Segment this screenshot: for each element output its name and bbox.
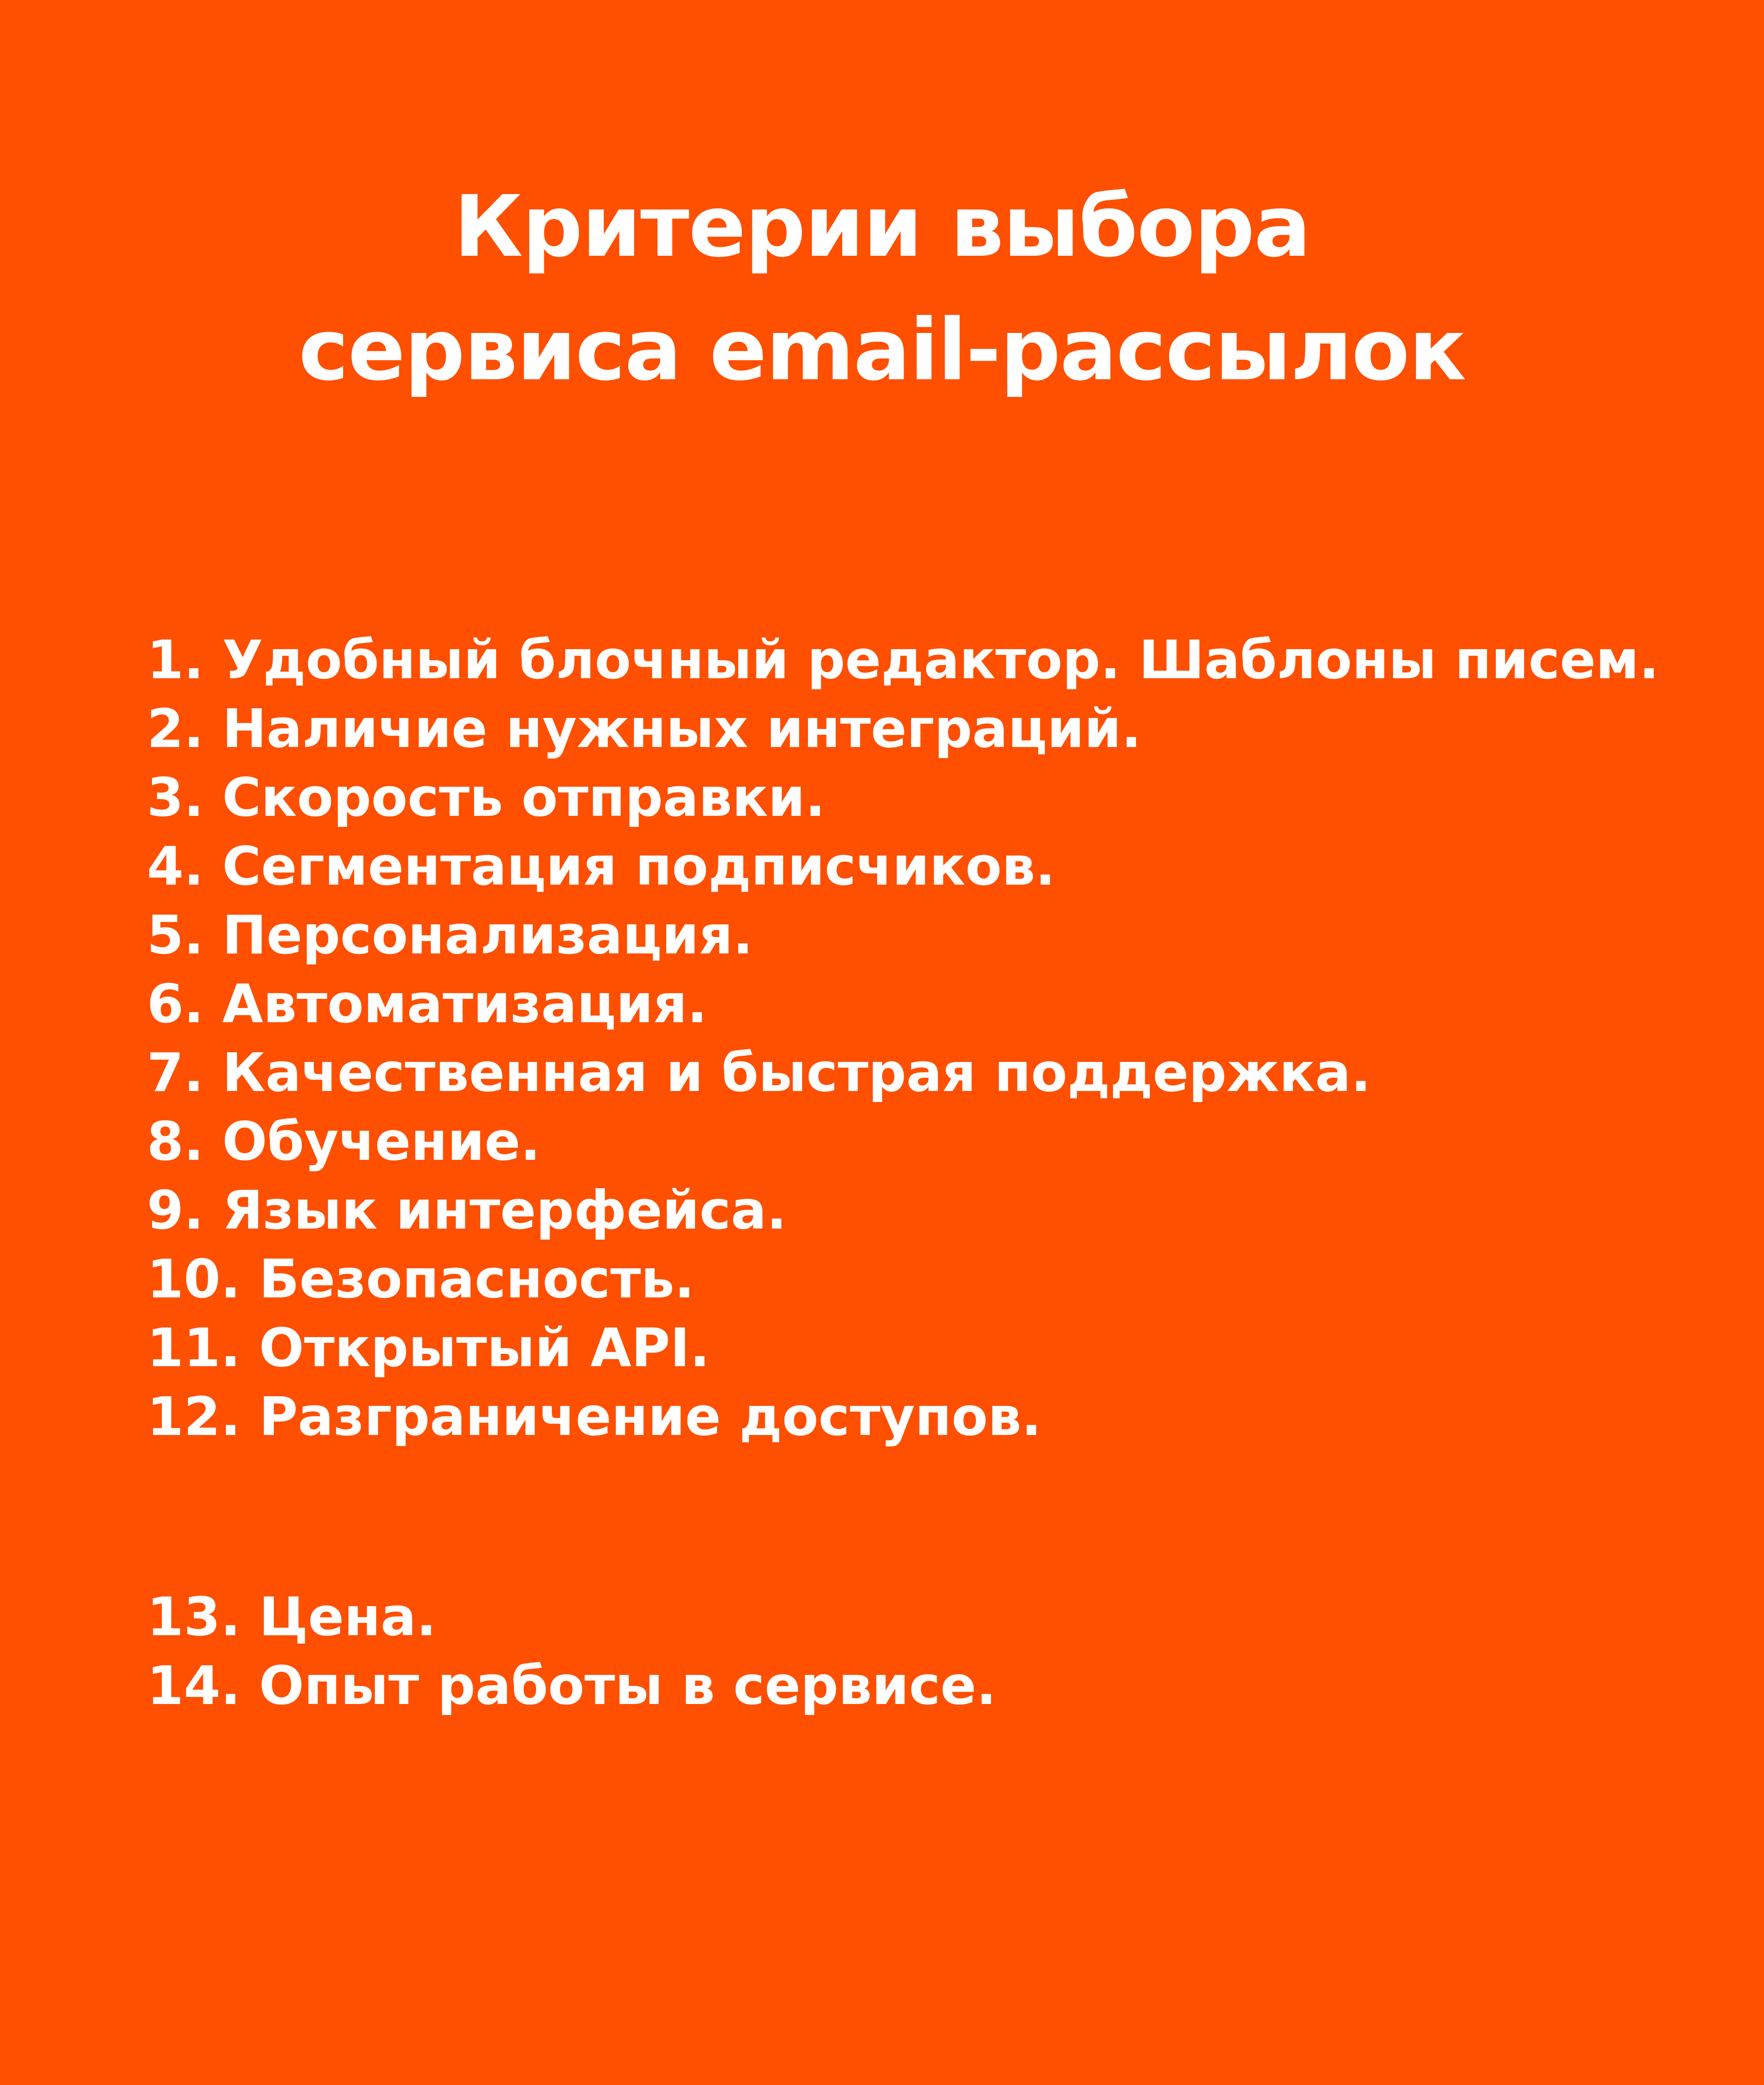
- list-item: 9. Язык интерфейса.: [147, 1180, 787, 1241]
- list-item: 5. Персонализация.: [147, 905, 753, 966]
- title-line-2: сервиса email-рассылок: [299, 301, 1465, 400]
- list-item: 6. Автоматизация.: [147, 974, 707, 1035]
- page-title: [0, 165, 1764, 412]
- list-item: 1. Удобный блочный редактор. Шаблоны писем.: [147, 630, 1659, 691]
- list-item: 3. Скорость отправки.: [147, 767, 826, 829]
- criteria-list: [147, 626, 1659, 1452]
- list-item: 7. Качественная и быстрая поддержка.: [147, 1042, 1371, 1104]
- list-item: 4. Сегментация подписчиков.: [147, 836, 1056, 897]
- list-item: 2. Наличие нужных интеграций.: [147, 699, 1142, 760]
- extra-criteria-list: [147, 1583, 996, 1721]
- list-item: 14. Опыт работы в сервисе.: [147, 1655, 997, 1717]
- list-item: 8. Обучение.: [147, 1111, 541, 1173]
- list-item: 10. Безопасность.: [147, 1249, 695, 1310]
- list-item: 11. Открытый API.: [147, 1318, 710, 1379]
- list-item: 12. Разграничение доступов.: [147, 1386, 1042, 1448]
- list-item: 13. Цена.: [147, 1587, 437, 1648]
- title-line-1: Критерии выбора: [454, 178, 1310, 276]
